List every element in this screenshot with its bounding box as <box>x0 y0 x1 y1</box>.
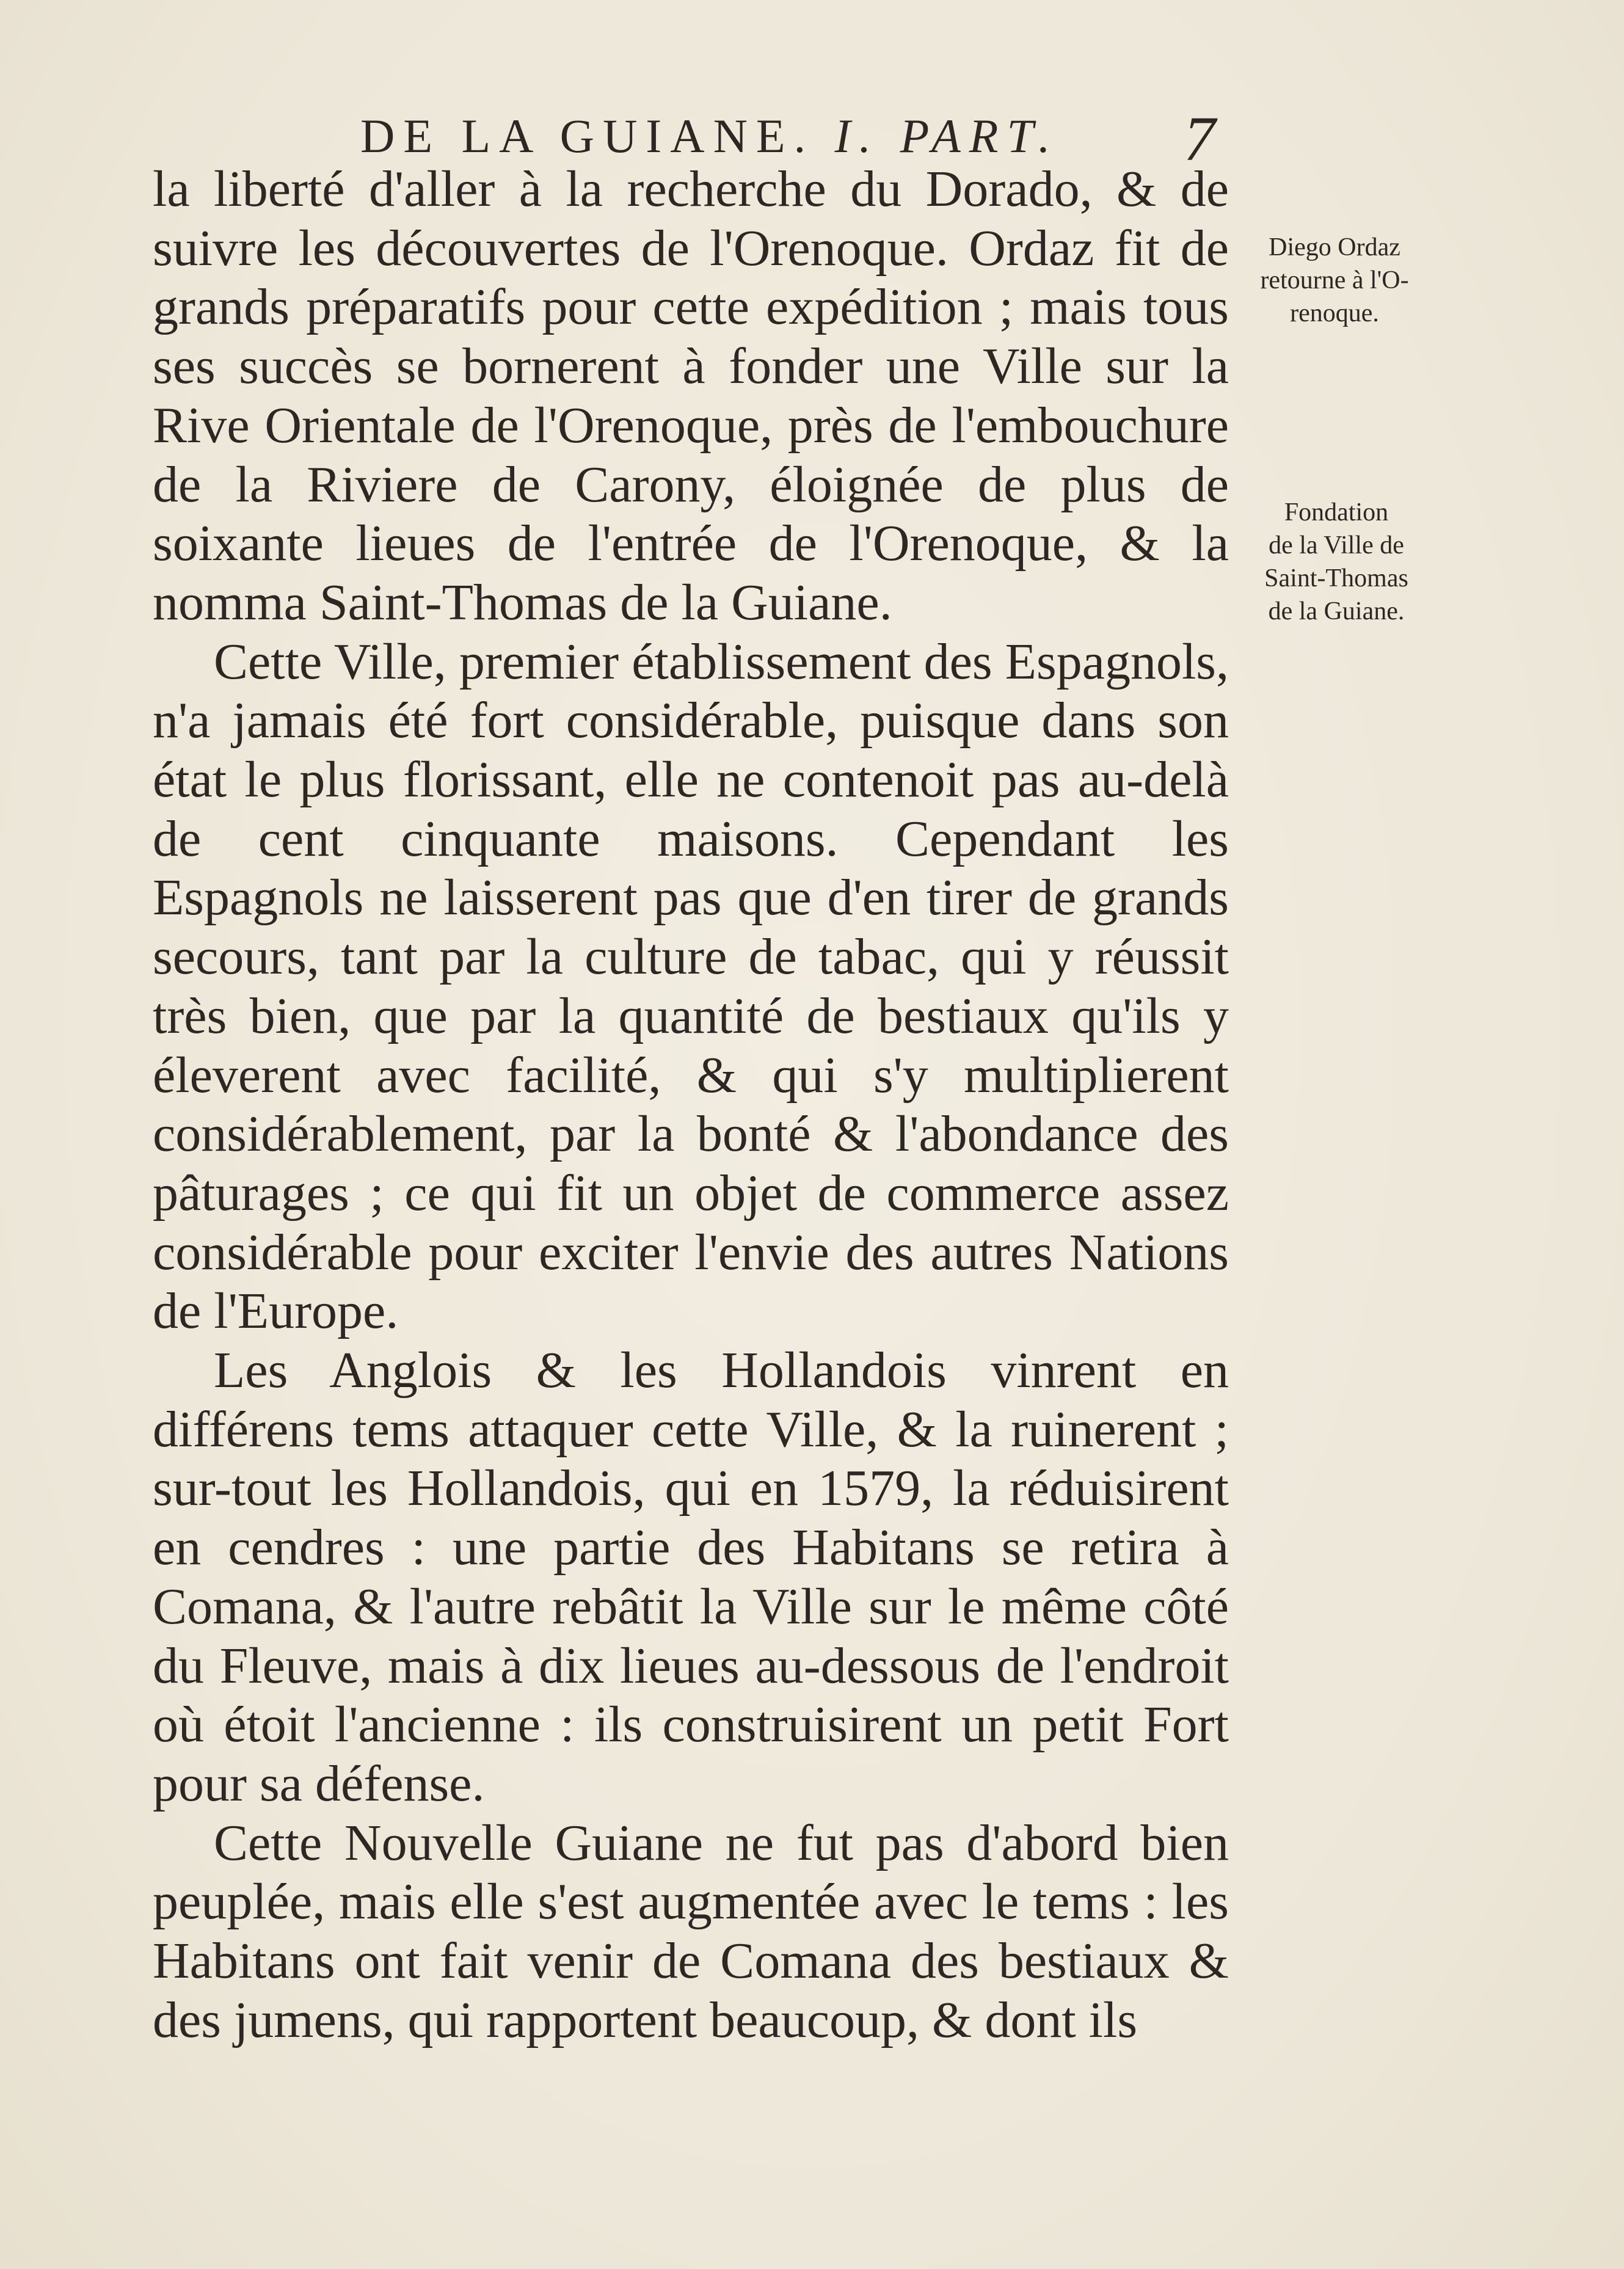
margin-note-line: Fondation <box>1284 498 1389 526</box>
margin-note-line: de la Guiane. <box>1268 597 1405 625</box>
paragraph-4: Cette Nouvelle Guiane ne fut pas d'abord bien peuplée, mais elle s'est augmentée avec le tems : les Habitans ont fait venir de Comana des bestiaux & des jumens, qui rapportent beaucoup, & dont ils <box>153 1814 1229 2049</box>
body-text <box>153 160 1229 2050</box>
margin-note-line: Saint-Thomas <box>1264 564 1408 592</box>
margin-note-line: retourne à l'O- <box>1260 266 1409 294</box>
running-title-text: DE LA GUIANE. <box>360 109 815 162</box>
margin-note-line: renoque. <box>1290 299 1379 327</box>
margin-note-line: Diego Ordaz <box>1269 233 1400 261</box>
running-title <box>360 109 1059 164</box>
running-part: I. PART. <box>834 109 1059 162</box>
page-number: 7 <box>1184 104 1215 174</box>
paragraph-3: Les Anglois & les Hollandois vinrent en différens tems attaquer cette Ville, & la ruinerent ; sur-tout les Hollandois, qui en 1579, la réduisirent en cendres : une partie des Habitans se retira à Comana, & l'autre rebâtit la Ville sur le même côté du Fleuve, mais à dix lieues au-dessous de l'endroit où étoit l'ancienne : ils construisirent un petit Fort pour sa défense. <box>153 1342 1229 1812</box>
margin-note-diego-ordaz <box>1237 231 1432 330</box>
paragraph-2: Cette Ville, premier établissement des Espagnols, n'a jamais été fort considérable, puisque dans son état le plus florissant, elle ne contenoit pas au-delà de cent cinquante maisons. Cependant les Espagnols ne laisserent pas que d'en tirer de grands secours, tant par la culture de tabac, qui y réussit très bien, que par la quantité de bestiaux qu'ils y éleverent avec facilité, & qui s'y multiplierent considérablement, par la bonté & l'abondance des pâturages ; ce qui fit un objet de commerce assez considérable pour exciter l'envie des autres Nations de l'Europe. <box>153 633 1229 1340</box>
margin-note-fondation <box>1239 496 1434 628</box>
margin-note-line: de la Ville de <box>1269 531 1404 559</box>
paragraph-1: la liberté d'aller à la recherche du Dorado, & de suivre les découvertes de l'Orenoque. Ordaz fit de grands préparatifs pour cette expédition ; mais tous ses succès se bornerent à fonder une Ville sur la Rive Orientale de l'Orenoque, près de l'embouchure de la Riviere de Carony, éloignée de plus de soixante lieues de l'entrée de l'Orenoque, & la nomma Saint-Thomas de la Guiane. <box>153 161 1229 631</box>
